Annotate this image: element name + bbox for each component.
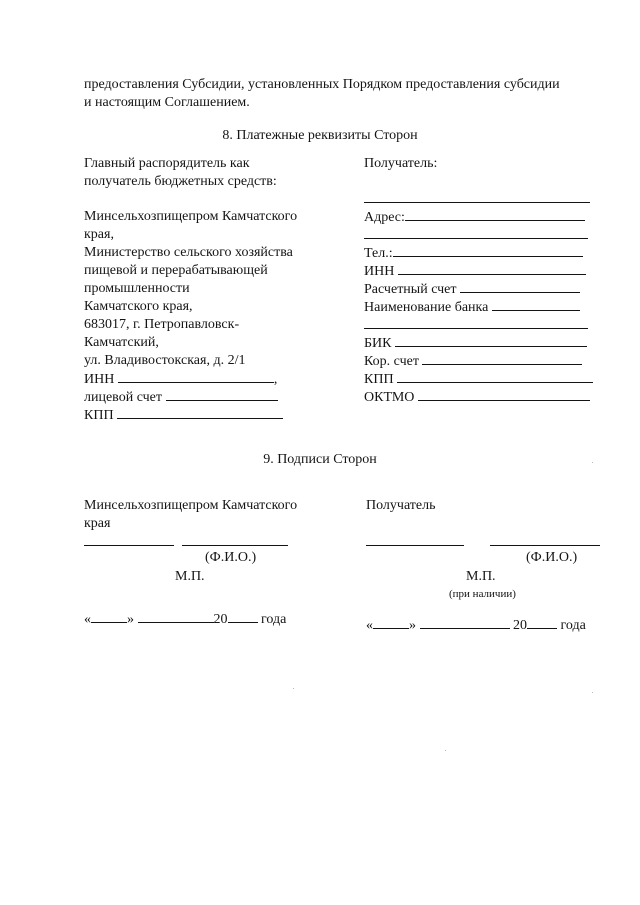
recipient-header: Получатель: [364, 156, 438, 171]
payer-inn-row [84, 370, 297, 388]
payer-kpp-label: КПП [84, 408, 114, 423]
recipient-fio-blank [490, 545, 600, 546]
recipient-bank-label: Наименование банка [364, 300, 489, 315]
scan-speck [445, 750, 446, 751]
recipient-signature-blank [366, 545, 464, 546]
payer-seal-label: М.П. [175, 569, 205, 584]
payer-inn-label: ИНН [84, 372, 115, 387]
recipient-kpp-blank [397, 370, 593, 383]
scan-speck [293, 688, 294, 689]
recipient-address-blank [405, 208, 585, 221]
recipient-address-row [364, 208, 593, 226]
recipient-month-blank [420, 616, 510, 629]
payer-org-line-1: Минсельхозпищепром Камчатского [84, 209, 298, 224]
recipient-account-row [364, 280, 593, 298]
payer-inn-comma: , [273, 372, 278, 387]
payer-kpp-row [84, 406, 297, 424]
payer-header-line-1: Главный распорядитель как [84, 156, 250, 171]
recipient-day-blank [373, 616, 409, 629]
scan-speck [592, 462, 593, 463]
payer-org-line-4: пищевой и перерабатывающей [84, 263, 268, 278]
recipient-oktmo-label: ОКТМО [364, 390, 415, 405]
scan-speck [592, 692, 593, 693]
payer-kpp-blank [117, 406, 283, 419]
recipient-bank-blank-2 [364, 316, 588, 329]
payer-address-line-2: Камчатский, [84, 335, 159, 350]
intro-line-2: и настоящим Соглашением. [84, 95, 250, 110]
recipient-corr-blank [422, 352, 582, 365]
recipient-corr-label: Кор. счет [364, 354, 419, 369]
payer-org-line-6: Камчатского края, [84, 299, 193, 314]
intro-line-1: предоставления Субсидии, установленных Порядком предоставления субсидии [84, 77, 560, 92]
payer-date-row [84, 610, 286, 629]
recipient-kpp-label: КПП [364, 372, 394, 387]
section-8-title: 8. Платежные реквизиты Сторон [222, 128, 418, 143]
payer-signature-blank [84, 545, 174, 546]
recipient-fio-caption: (Ф.И.О.) [526, 550, 578, 565]
recipient-bank-blank [492, 298, 580, 311]
recipient-account-label: Расчетный счет [364, 282, 457, 297]
payer-fio-blank [182, 545, 288, 546]
payer-org-line-3: Министерство сельского хозяйства [84, 245, 293, 260]
recipient-oktmo-blank [418, 388, 590, 401]
recipient-date-row [366, 616, 586, 635]
payer-details-column [84, 155, 277, 191]
recipient-name-blank [364, 202, 590, 203]
payer-date-close-quote: » [127, 612, 134, 627]
recipient-kpp-row [364, 370, 593, 388]
payer-fio-caption: (Ф.И.О.) [205, 550, 257, 565]
payer-org-line-2: края, [84, 227, 114, 242]
payer-org-line-5: промышленности [84, 281, 190, 296]
payer-address-line-3: ул. Владивостокская, д. 2/1 [84, 353, 246, 368]
recipient-date-open-quote: « [366, 618, 373, 633]
payer-account-row [84, 388, 297, 406]
recipient-signer-label: Получатель [366, 498, 436, 513]
recipient-address-continuation [364, 226, 593, 244]
payer-account-label: лицевой счет [84, 390, 162, 405]
recipient-date-close-quote: » [409, 618, 416, 633]
payer-address-line-1: 683017, г. Петропавловск- [84, 317, 240, 332]
recipient-inn-row [364, 262, 593, 280]
recipient-inn-label: ИНН [364, 264, 395, 279]
payer-date-open-quote: « [84, 612, 91, 627]
recipient-oktmo-row [364, 388, 593, 406]
recipient-inn-blank [398, 262, 586, 275]
signer-party-line-1: Минсельхозпищепром Камчатского [84, 498, 298, 513]
payer-day-blank [91, 610, 127, 623]
recipient-seal-note: (при наличии) [449, 588, 516, 600]
recipient-phone-row [364, 244, 593, 262]
payer-header-line-2: получатель бюджетных средств: [84, 174, 277, 189]
recipient-account-blank [460, 280, 580, 293]
recipient-address-label: Адрес: [364, 210, 405, 225]
payer-month-blank [138, 610, 214, 623]
recipient-year-suffix: года [560, 618, 586, 633]
recipient-corr-row [364, 352, 593, 370]
section-9-title: 9. Подписи Сторон [263, 452, 377, 467]
recipient-year-blank [527, 616, 557, 629]
recipient-address-blank-2 [364, 226, 588, 239]
recipient-phone-blank [393, 244, 583, 257]
payer-year-blank [228, 610, 258, 623]
recipient-details-column [364, 208, 593, 406]
recipient-bik-row [364, 334, 593, 352]
payer-year-prefix: 20 [213, 612, 228, 627]
payer-account-blank [166, 388, 278, 401]
signer-party-line-2: края [84, 516, 111, 531]
payer-inn-blank [118, 370, 274, 383]
recipient-seal-label: М.П. [466, 569, 496, 584]
recipient-phone-label: Тел.: [364, 246, 393, 261]
recipient-bank-continuation [364, 316, 593, 334]
payer-organization-block [84, 208, 297, 424]
recipient-year-prefix: 20 [513, 618, 527, 633]
recipient-bik-blank [395, 334, 587, 347]
payer-year-suffix: года [261, 612, 287, 627]
recipient-bank-row [364, 298, 593, 316]
recipient-bik-label: БИК [364, 336, 392, 351]
